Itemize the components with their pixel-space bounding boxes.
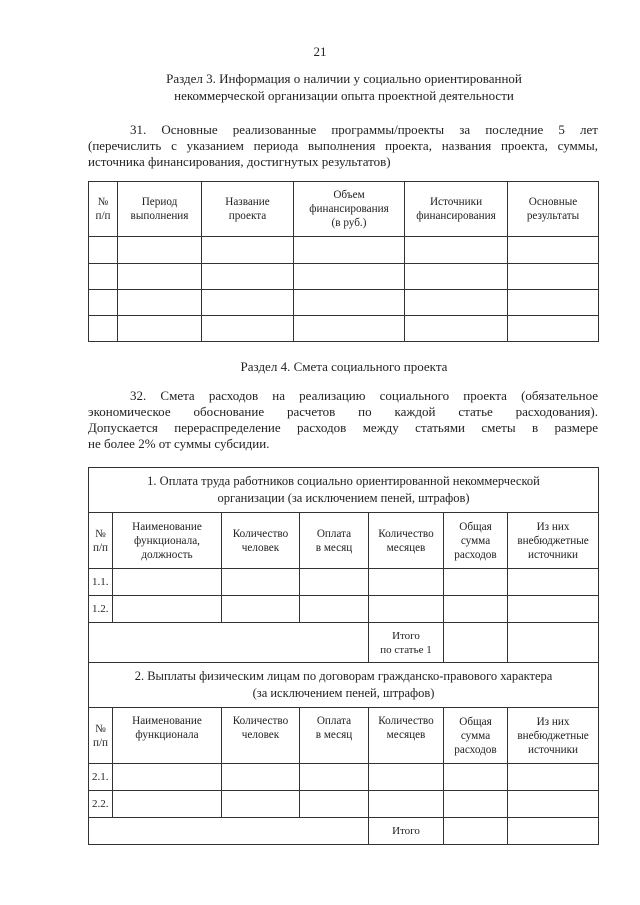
b1-header-function-line-2: функционала, bbox=[134, 534, 200, 547]
header-project-name-line-1: Название bbox=[225, 196, 270, 208]
b1-header-number-line-1: № bbox=[95, 527, 106, 540]
page-number: 21 bbox=[313, 44, 327, 59]
table-cell[interactable] bbox=[405, 264, 508, 290]
header-funding-sources-line-1: Источники bbox=[429, 196, 483, 208]
table-cell[interactable] bbox=[300, 569, 369, 596]
header-funding-sources-line-2: финансирования bbox=[416, 210, 496, 222]
row-number: 1.1. bbox=[89, 569, 113, 596]
table-cell[interactable] bbox=[444, 791, 508, 818]
block-1-heading-line-1: 1. Оплата труда работников социально ориентированной некоммерческой bbox=[147, 474, 540, 488]
table-cell[interactable] bbox=[113, 596, 222, 623]
b2-header-months bbox=[369, 708, 444, 764]
row-number: 2.2. bbox=[89, 791, 113, 818]
block-2-heading bbox=[89, 663, 599, 708]
block-1-total-label-line-2: по статье 1 bbox=[380, 643, 432, 656]
block-1-heading bbox=[89, 468, 599, 513]
b2-header-function-line-1: Наименование bbox=[132, 715, 202, 727]
table-cell[interactable] bbox=[444, 569, 508, 596]
b2-header-people-line-1: Количество bbox=[232, 715, 289, 727]
table-cell[interactable] bbox=[369, 791, 444, 818]
b2-header-number-line-1: № bbox=[95, 722, 106, 735]
paragraph-31-line-1: 31. Основные реализованные программы/проекты за последние 5 лет bbox=[130, 122, 598, 137]
b2-header-monthly-pay-line-1: Оплата bbox=[316, 715, 352, 727]
table-cell[interactable] bbox=[222, 569, 300, 596]
table-cell[interactable] bbox=[89, 237, 118, 264]
table-cell[interactable] bbox=[508, 569, 599, 596]
paragraph-31 bbox=[88, 122, 598, 170]
b2-header-people bbox=[222, 708, 300, 764]
table-cell[interactable] bbox=[300, 791, 369, 818]
table-cell[interactable] bbox=[508, 791, 599, 818]
b1-header-number bbox=[89, 513, 113, 569]
table-cell[interactable] bbox=[444, 818, 508, 845]
section-3-title-line-2: некоммерческой организации опыта проектной деятельности bbox=[174, 88, 514, 103]
table-cell[interactable] bbox=[113, 569, 222, 596]
table-cell[interactable] bbox=[508, 237, 599, 264]
block-1-heading-row bbox=[89, 468, 599, 513]
table-cell[interactable] bbox=[508, 316, 599, 342]
header-funding-sources bbox=[405, 182, 508, 237]
paragraph-32-line-4: не более 2% от суммы субсидии. bbox=[88, 436, 270, 451]
table-cell[interactable] bbox=[508, 290, 599, 316]
table-cell[interactable] bbox=[89, 264, 118, 290]
table-row bbox=[89, 764, 599, 791]
table-cell[interactable] bbox=[118, 264, 202, 290]
header-number bbox=[89, 182, 118, 237]
b1-header-monthly-pay-line-1: Оплата bbox=[316, 527, 352, 540]
header-funding-volume-line-1: Объем bbox=[333, 189, 365, 201]
table-cell[interactable] bbox=[508, 818, 599, 845]
paragraph-31-line-2: (перечислить с указанием периода выполнения проекта, названия проекта, суммы, bbox=[88, 138, 598, 153]
b2-header-function bbox=[113, 708, 222, 764]
table-cell[interactable] bbox=[508, 264, 599, 290]
block-2-heading-row bbox=[89, 663, 599, 708]
table-cell[interactable] bbox=[202, 237, 294, 264]
table-row bbox=[89, 569, 599, 596]
b1-header-extrabudget-line-1: Из них bbox=[536, 520, 570, 533]
table-cell[interactable] bbox=[405, 316, 508, 342]
table-cell[interactable] bbox=[222, 596, 300, 623]
paragraph-32 bbox=[88, 388, 598, 452]
block-2-total-blank bbox=[89, 818, 369, 845]
table-cell[interactable] bbox=[202, 290, 294, 316]
table-row bbox=[89, 264, 599, 290]
table-cell[interactable] bbox=[444, 623, 508, 663]
table-cell[interactable] bbox=[222, 764, 300, 791]
b1-header-function-line-3: должность bbox=[141, 548, 193, 561]
b2-header-number-line-2: п/п bbox=[92, 736, 109, 749]
block-2-header-row bbox=[89, 708, 599, 764]
projects-table-header-row bbox=[89, 182, 599, 237]
b1-header-total-line-3: расходов bbox=[454, 548, 497, 561]
b1-header-extrabudget-line-2: внебюджетные bbox=[517, 534, 589, 547]
b1-header-people-line-2: человек bbox=[241, 541, 280, 554]
b2-header-total-line-3: расходов bbox=[454, 743, 497, 756]
table-cell[interactable] bbox=[202, 316, 294, 342]
b1-header-people-line-1: Количество bbox=[232, 527, 289, 540]
header-number-line-2: п/п bbox=[95, 210, 111, 222]
b1-header-monthly-pay-line-2: в месяц bbox=[315, 541, 353, 554]
b2-header-extrabudget-line-2: внебюджетные bbox=[517, 729, 589, 742]
table-cell[interactable] bbox=[294, 264, 405, 290]
b1-header-number-line-2: п/п bbox=[92, 541, 109, 554]
b2-header-number bbox=[89, 708, 113, 764]
b1-header-total bbox=[444, 513, 508, 569]
section-4-title: Раздел 4. Смета социального проекта bbox=[240, 359, 448, 374]
b1-header-months-line-1: Количество bbox=[378, 527, 434, 540]
paragraph-31-line-3: источника финансирования, достигнутых результатов) bbox=[88, 154, 391, 169]
table-cell[interactable] bbox=[113, 764, 222, 791]
budget-table bbox=[88, 467, 599, 845]
header-funding-volume-line-2: финансирования bbox=[309, 203, 389, 215]
table-cell[interactable] bbox=[405, 237, 508, 264]
table-row bbox=[89, 596, 599, 623]
table-cell[interactable] bbox=[405, 290, 508, 316]
table-cell[interactable] bbox=[508, 764, 599, 791]
table-cell[interactable] bbox=[444, 596, 508, 623]
b1-header-total-line-2: сумма bbox=[460, 534, 491, 547]
paragraph-32-line-1: 32. Смета расходов на реализацию социального проекта (обязательное bbox=[130, 388, 598, 403]
row-number: 2.1. bbox=[89, 764, 113, 791]
block-2-heading-line-1: 2. Выплаты физическим лицам по договорам гражданско-правового характера bbox=[134, 669, 553, 683]
b1-header-function bbox=[113, 513, 222, 569]
block-2-total-label: Итого bbox=[369, 818, 444, 845]
b1-header-extrabudget bbox=[508, 513, 599, 569]
table-cell[interactable] bbox=[113, 791, 222, 818]
b2-header-function-line-2: функционала bbox=[135, 729, 199, 741]
header-funding-volume-line-3: (в руб.) bbox=[331, 217, 367, 229]
b2-header-months-line-1: Количество bbox=[378, 715, 434, 727]
block-1-total-blank bbox=[89, 623, 369, 663]
header-results-line-2: результаты bbox=[526, 210, 580, 222]
table-cell[interactable] bbox=[508, 596, 599, 623]
table-cell[interactable] bbox=[294, 237, 405, 264]
header-results-line-1: Основные bbox=[528, 196, 578, 208]
b1-header-people bbox=[222, 513, 300, 569]
b1-header-months bbox=[369, 513, 444, 569]
table-cell[interactable] bbox=[118, 237, 202, 264]
header-number-line-1: № bbox=[97, 196, 109, 208]
table-cell[interactable] bbox=[89, 316, 118, 342]
table-cell[interactable] bbox=[444, 764, 508, 791]
b2-header-total-line-1: Общая bbox=[459, 715, 492, 728]
b2-header-extrabudget-line-3: источники bbox=[528, 743, 579, 756]
b1-header-function-line-1: Наименование bbox=[132, 520, 202, 533]
table-cell[interactable] bbox=[118, 316, 202, 342]
table-cell[interactable] bbox=[294, 290, 405, 316]
table-row bbox=[89, 316, 599, 342]
row-number: 1.2. bbox=[89, 596, 113, 623]
paragraph-32-line-3: Допускается перераспределение расходов между статьями сметы в размере bbox=[88, 420, 598, 435]
block-1-heading-line-2: организации (за исключением пеней, штрафов) bbox=[217, 491, 470, 505]
table-cell[interactable] bbox=[508, 623, 599, 663]
table-row bbox=[89, 237, 599, 264]
b2-header-extrabudget-line-1: Из них bbox=[536, 715, 570, 728]
table-cell[interactable] bbox=[202, 264, 294, 290]
header-results bbox=[508, 182, 599, 237]
header-period bbox=[118, 182, 202, 237]
b2-header-extrabudget bbox=[508, 708, 599, 764]
paragraph-32-line-2: экономическое обоснование расчетов по каждой статье расходования). bbox=[88, 404, 598, 419]
header-funding-volume bbox=[294, 182, 405, 237]
b2-header-monthly-pay-line-2: в месяц bbox=[315, 729, 353, 741]
b2-header-monthly-pay bbox=[300, 708, 369, 764]
b2-header-total bbox=[444, 708, 508, 764]
b2-header-months-line-2: месяцев bbox=[386, 729, 426, 741]
table-cell[interactable] bbox=[369, 764, 444, 791]
block-2-total-row bbox=[89, 818, 599, 845]
section-3-title-line-1: Раздел 3. Информация о наличии у социально ориентированной bbox=[166, 71, 522, 86]
header-period-line-2: выполнения bbox=[130, 210, 189, 222]
b1-header-monthly-pay bbox=[300, 513, 369, 569]
table-cell[interactable] bbox=[300, 596, 369, 623]
table-cell[interactable] bbox=[300, 764, 369, 791]
b1-header-total-line-1: Общая bbox=[459, 520, 492, 533]
table-row bbox=[89, 791, 599, 818]
b2-header-total-line-2: сумма bbox=[460, 729, 491, 742]
table-cell[interactable] bbox=[369, 569, 444, 596]
table-cell[interactable] bbox=[294, 316, 405, 342]
b1-header-extrabudget-line-3: источники bbox=[528, 548, 579, 561]
block-1-total-label-line-1: Итого bbox=[392, 629, 420, 642]
block-2-heading-line-2: (за исключением пеней, штрафов) bbox=[252, 686, 435, 700]
b1-header-months-line-2: месяцев bbox=[386, 541, 426, 554]
header-project-name bbox=[202, 182, 294, 237]
table-cell[interactable] bbox=[369, 596, 444, 623]
block-1-total-label bbox=[369, 623, 444, 663]
block-1-header-row bbox=[89, 513, 599, 569]
header-project-name-line-2: проекта bbox=[228, 210, 267, 222]
projects-table bbox=[88, 181, 599, 342]
b2-header-people-line-2: человек bbox=[241, 729, 280, 741]
table-row bbox=[89, 290, 599, 316]
block-1-total-row bbox=[89, 623, 599, 663]
header-period-line-1: Период bbox=[141, 196, 178, 208]
section-3-title bbox=[88, 70, 600, 104]
table-cell[interactable] bbox=[222, 791, 300, 818]
table-cell[interactable] bbox=[118, 290, 202, 316]
table-cell[interactable] bbox=[89, 290, 118, 316]
